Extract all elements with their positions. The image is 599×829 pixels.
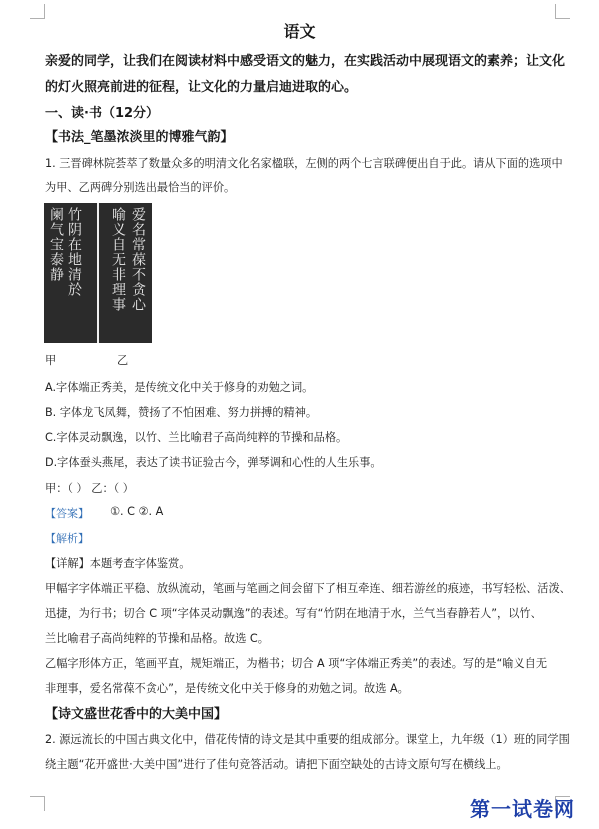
option-a: A.字体端正秀美，是传统文化中关于修身的劝勉之词。 (45, 381, 314, 394)
question-1-line-1: 1. 三晋碑林院荟萃了数量众多的明清文化名家楹联，左侧的两个七言联碑便出自于此。请从下面的选项中 (45, 157, 563, 170)
detail-line-5: 非理事，爱名常葆不贪心”，是传统文化中关于修身的劝勉之词。故选 A。 (45, 682, 409, 695)
intro-line-2: 的灯火照亮前进的征程，让文化的力量启迪进取的心。 (45, 80, 358, 95)
option-d: D.字体蚕头燕尾，表达了读书证验古今，弹琴调和心性的人生乐事。 (45, 456, 382, 469)
detail-tag (45, 555, 190, 571)
detail-tag-label: 【详解】 (45, 557, 90, 570)
option-b: B. 字体龙飞凤舞，赞扬了不怕困难、努力拼搏的精神。 (45, 406, 318, 419)
label-jia: 甲 (45, 354, 57, 367)
page-corner-mark-top-left (30, 4, 45, 19)
section-heading: 一、读·书（12分） (45, 106, 160, 121)
page-title: 语文 (283, 22, 316, 41)
calligraphy-divider (97, 203, 99, 343)
question-2-line-2: 绕主题“花开盛世·大美中国”进行了佳句竞答活动。请把下面空缺处的古诗文原句写在横线上。 (45, 758, 508, 771)
answer-value: ①. C ②. A (110, 505, 164, 518)
calligraphy-column-4: 爱名常葆不贪心 (130, 207, 146, 312)
question-2-line-1: 2. 源远流长的中国古典文化中，借花传情的诗文是其中重要的组成部分。课堂上，九年级（1）班的同学围 (45, 733, 570, 746)
detail-line-4: 乙幅字形体方正，笔画平直，规矩端正，为楷书；切合 A 项“字体端正秀美”的表述。写的是“喻义自无 (45, 657, 548, 670)
subsection-heading-poetry: 【诗文盛世花香中的大美中国】 (45, 707, 228, 722)
intro-line-1: 亲爱的同学，让我们在阅读材料中感受语文的魅力，在实践活动中展现语文的素养；让文化 (45, 54, 566, 69)
detail-line-1: 甲幅字字体端正平稳、放纵流动，笔画与笔画之间会留下了相互牵连、细若游丝的痕迹，书写轻松、活泼、 (45, 582, 571, 595)
calligraphy-column-3: 喻义自无非理事 (110, 207, 126, 312)
calligraphy-column-1: 阑气宝泰静 (48, 207, 64, 282)
answer-tag: 【答案】 (45, 507, 89, 520)
detail-intro: 本题考查字体鉴赏。 (89, 557, 191, 570)
page-corner-mark-top-right (555, 4, 570, 19)
detail-line-2: 迅捷，为行书；切合 C 项“字体灵动飘逸”的表述。写有“竹阴在地清于水，兰气当春静若人”，以竹、 (45, 607, 542, 620)
detail-line-3: 兰比喻君子高尚纯粹的节操和品格。故选 C。 (45, 632, 269, 645)
analysis-tag: 【解析】 (45, 532, 89, 545)
question-1-line-2: 为甲、乙两碑分别选出最恰当的评价。 (45, 181, 236, 194)
calligraphy-rubbing-image (44, 203, 152, 343)
calligraphy-column-2: 竹阴在地清於 (66, 207, 82, 297)
answer-blanks: 甲：（ ） 乙：（ ） (45, 482, 134, 495)
site-watermark: 第一试卷网 (470, 797, 575, 821)
option-c: C.字体灵动飘逸，以竹、兰比喻君子高尚纯粹的节操和品格。 (45, 431, 348, 444)
subsection-heading-calligraphy: 【书法_笔墨浓淡里的博雅气韵】 (45, 130, 234, 145)
label-yi: 乙 (117, 354, 129, 367)
page-corner-mark-bottom-left (30, 796, 45, 811)
